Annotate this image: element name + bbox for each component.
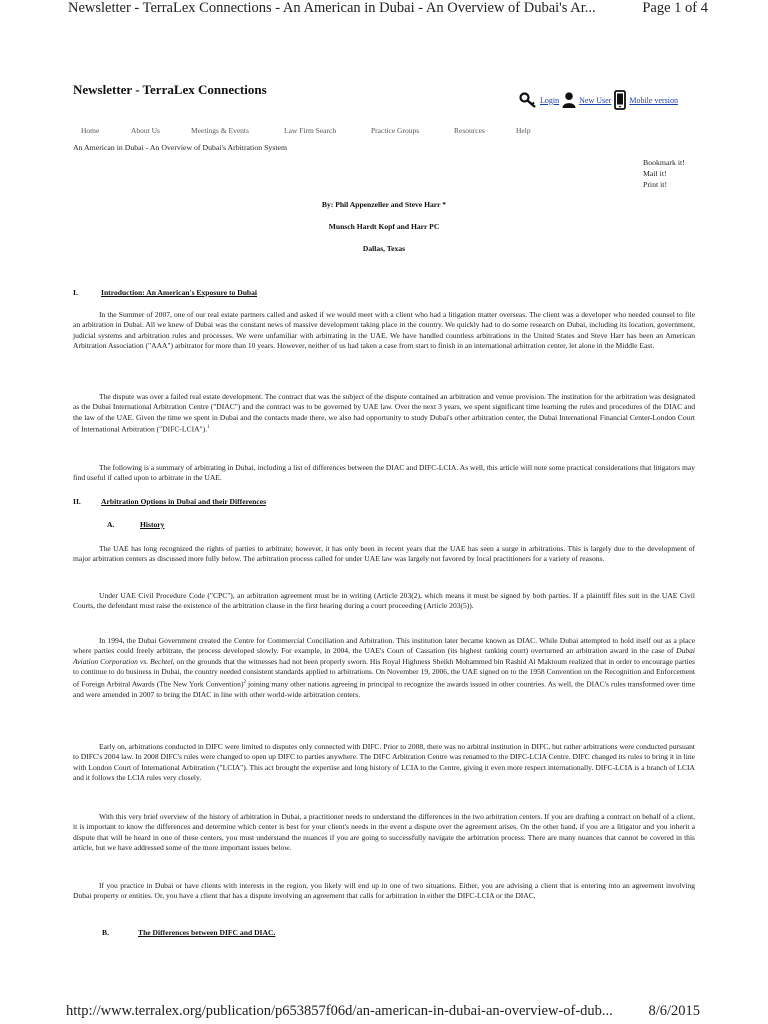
footnote-ref: 2 [243, 679, 246, 685]
law-firm: Munsch Hardt Kopf and Harr PC [328, 222, 440, 231]
login-link[interactable]: Login [540, 95, 560, 105]
print-header-title: Newsletter - TerraLex Connections - An American in Dubai - An Overview of Dubai's Ar... [68, 0, 596, 16]
new-user-link[interactable]: New User [579, 95, 612, 105]
page-number: Page 1 of 4 [642, 0, 708, 16]
paragraph-text: In 1994, the Dubai Government created the Centre for Commercial Conciliation and Arbitration. This institution later became known as DIAC. While Dubai attempted to hold itself out as a place where parties could freely arbitrate, the process developed slowly. For example, in 2004, the UAE's Court of Cassation (its highest ranking court) overturned an arbitration award in the case of [73, 636, 695, 656]
share-links [643, 157, 685, 190]
page-url: http://www.terralex.org/publication/p653857f06d/an-american-in-dubai-an-overview-of-dub... [66, 1003, 613, 1019]
mail-link[interactable]: Mail it! [643, 169, 667, 178]
print-footer [66, 1003, 700, 1021]
authors: By: Phil Appenzeller and Steve Harr * [321, 200, 447, 209]
section-title: Introduction: An American's Exposure to Dubai [101, 288, 258, 297]
bookmark-link[interactable]: Bookmark it! [643, 158, 685, 167]
mobile-version-link[interactable]: Mobile version [629, 95, 678, 105]
case-name: Dubai Aviation Corporation [73, 646, 695, 666]
paragraph-text: The dispute was over a failed real estate development. The contract that was the subject of the dispute contained an arbitration and venue provision. The institution for the arbitration was designated as the Dubai International Arbitration Centre ("DIAC") and the contract was to be governed by UAE law. Over the next 3 years, we spent significant time learning the rules and procedures of the DIAC and the law of the UAE. Given the time we spent in Dubai and the contacts made there, we also had opportunity to study Dubai's other arbitration center, the Dubai International Financial Center-London Court of International Arbitration ("DIFC-LCIA"). [73, 392, 695, 434]
paragraph: The UAE has long recognized the rights of parties to arbitrate; however, it has only been in recent years that the UAE has seen a surge in arbitrations. This is largely due to the development of major arbitration centers as discussed more fully below. The arbitration process called for under UAE law was largely not favored by local practitioners for a variety of reasons. [73, 544, 695, 564]
case-versus: vs. [137, 656, 151, 666]
nav-meetings-events[interactable]: Meetings & Events [191, 126, 249, 135]
paragraph: Under UAE Civil Procedure Code ("CPC"), an arbitration agreement must be in writing (Article 203(2), which means it must be signed by both parties. If a plaintiff files suit in the UAE Civil Courts, the defendant must raise the existence of the arbitration clause in the first hearing during a court proceeding (Article 203(5)). [73, 591, 695, 611]
print-link[interactable]: Print it! [643, 180, 668, 189]
paragraph: The following is a summary of arbitrating in Dubai, including a list of differences between the DIAC and DIFC-LCIA. As well, this article will note some practical considerations that litigators may find useful if called upon to arbitrate in the UAE. [73, 463, 695, 483]
key-icon [519, 92, 537, 108]
subsection-title: The Differences between DIFC and DIAC. [138, 928, 276, 937]
nav-home[interactable]: Home [81, 126, 100, 135]
site-title: Newsletter - TerraLex Connections [73, 82, 267, 97]
paragraph: Early on, arbitrations conducted in DIFC were limited to disputes only connected with DIFC. Prior to 2008, there was no arbitral institution in DIFC, but rather arbitrations were conducted pursuant to DIFC's 2004 law. In 2008 DIFC's rules were changed to open up DIFC to parties anywhere. The DIFC Arbitration Centre was renamed to the DIFC-LCIA Centre. DIFC changed its rules to bring it in line with London Court of International Arbitration ("LCIA"). This act brought the expertise and long history of LCIA to the Centre, giving it even more respect internationally. DIFC-LCIA is a branch of LCIA and it follows the LCIA rules very closely. [73, 742, 695, 783]
subsection-title: History [140, 520, 165, 529]
nav-resources[interactable]: Resources [454, 126, 485, 135]
nav-help[interactable]: Help [516, 126, 531, 135]
print-header [68, 0, 708, 20]
nav-about-us[interactable]: About Us [131, 126, 160, 135]
nav-law-firm-search[interactable]: Law Firm Search [284, 126, 337, 135]
user-icon [562, 92, 576, 108]
section-title: Arbitration Options in Dubai and their Differences [101, 497, 267, 506]
user-links [519, 90, 678, 110]
nav-practice-groups[interactable]: Practice Groups [371, 126, 420, 135]
paragraph-text: , on the grounds that the witnesses had not been properly sworn. His Royal Highness Sheikh Mohammed bin Rashid Al Maktoum realized that in order to encourage parties to continue to do business in Dubai, the country needed consistent standards applied to arbitrations. On November 19, 2006, the UAE signed on to the 1958 Convention on the Recognition and Enforcement of Foreign Arbitral Awards (The New York Convention) [73, 656, 695, 689]
paragraph: If you practice in Dubai or have clients with interests in the region, you likely will end up in one of two situations. Either, you are advising a client that is entering into an agreement involving Dubai property or entities. Or, you have a client that has a dispute involving an agreement that calls for arbitration in either the DIFC-LCIA or the DIAC. [73, 881, 695, 901]
paragraph: With this very brief overview of the history of arbitration in Dubai, a practitioner needs to understand the differences in the two arbitration centers. If you are drafting a contract on behalf of a client, it is important to know the differences and determine which center is best for your client's needs in the event a dispute over the agreement arises. On the other hand, if you are a litigator and you inherit a dispute that will be heard in one of these centers, you must understand the nuances if you are going to successfully navigate the arbitration process. There are many nuances that cannot be covered in this article, but we have addressed some of the more important issues below. [73, 812, 695, 853]
print-date: 8/6/2015 [648, 1003, 700, 1019]
subsection-letter: B. [102, 928, 109, 937]
footnote-ref: 1 [207, 425, 210, 431]
subsection-letter: A. [107, 520, 115, 529]
case-name: Bechtel [150, 656, 173, 666]
section-number: I. [73, 288, 78, 297]
breadcrumb: An American in Dubai - An Overview of Dubai's Arbitration System [73, 143, 288, 152]
paragraph: In the Summer of 2007, one of our real estate partners called and asked if we would meet with a client who had a litigation matter overseas. The client was a developer who needed counsel to file an arbitration in Dubai. All we knew of Dubai was the constant news of massive development taking place in the country. We quickly had to do some research on Dubai, including its location, government, judicial systems and arbitration rules and processes. We were unfamiliar with arbitrating in the UAE. We have handled countless arbitrations in the United States and Steve Harr has been an American Arbitration Association ("AAA") arbitrator for more than 10 years. However, neither of us had taken a case from start to finish in an international arbitration center, let alone in the Middle East. [73, 310, 695, 351]
paragraph [73, 392, 695, 435]
paragraph-text: joining many other nations agreeing in principal to recognize the awards issued in other countries. As well, the DIAC's rules transformed over time and were amended in 2007 to bring the DIAC in line with other world-wide arbitration centers. [73, 679, 695, 699]
mobile-phone-icon [614, 90, 626, 110]
location: Dallas, Texas [362, 244, 406, 253]
section-number: II. [73, 497, 81, 506]
paragraph [73, 636, 695, 700]
